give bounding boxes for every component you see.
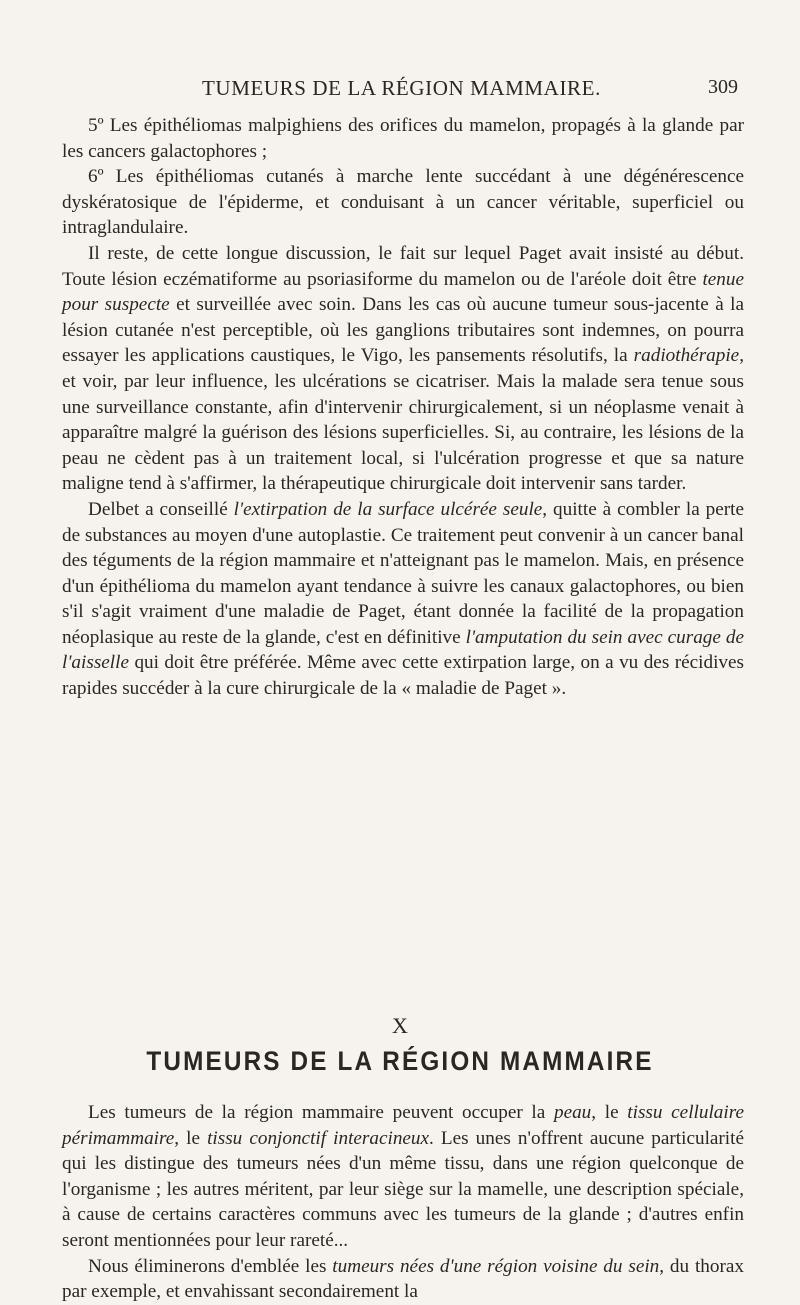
text-run: Delbet a conseillé — [88, 498, 234, 520]
paragraph — [62, 241, 744, 497]
text-run: . Les unes n'offrent aucune particularité qui les distingue des tumeurs nées d'un même tissu, dans une région quelconque de l'organisme ; les autres méritent, par leur siège sur la mamelle, une description spéciale, à cause de certains caractères communs avec les tumeurs de la glande ; d'autres enfin seront mentionnées pour leur rareté... — [62, 1127, 744, 1251]
italic-text: tenue pour suspecte — [62, 268, 744, 316]
page-number: 309 — [708, 76, 738, 98]
text-run: 5º Les épithéliomas malpighiens des orifices du mamelon, propagés à la glande par les cancers galactophores ; — [62, 115, 744, 162]
paragraph — [62, 497, 744, 702]
italic-text: tissu cellulaire périmammaire — [62, 1102, 744, 1149]
section-number: X — [392, 1013, 408, 1038]
text-run: Nous éliminerons d'emblée les — [88, 1255, 333, 1277]
italic-text: l'extirpation de la surface ulcérée seule — [233, 498, 543, 520]
text-run: qui doit être préférée. Même avec cette extirpation large, on a vu des récidives rapides succéder à la cure chirurgicale de la « maladie de Paget ». — [62, 652, 744, 700]
section-text — [62, 1100, 744, 1305]
running-title: TUMEURS DE LA RÉGION MAMMAIRE. — [202, 76, 601, 100]
paragraph — [62, 164, 744, 241]
page-header — [0, 76, 800, 106]
paragraph — [62, 113, 744, 164]
text-run: , quitte à combler la perte de substances au moyen d'une autoplastie. Ce traitement peut convenir à un cancer banal des téguments de la région mammaire et n'atteignant pas le mamelon. Mais, en présence d'un épithélioma du mamelon ayant tendance à suivre les canaux galactophores, ou bien s'il s'agit vraiment d'une maladie de Paget, étant donnée la facilité de la propagation néoplasique au reste de la glande, c'est en définitive — [62, 498, 744, 648]
text-run: , le — [591, 1102, 628, 1123]
italic-text: peau — [553, 1102, 592, 1123]
text-run: Il reste, de cette longue discussion, le fait sur lequel Paget avait insisté au début. Toute lésion eczématiforme au psoriasiforme du mamelon ou de l'aréole doit être — [62, 242, 744, 290]
text-run: , le — [174, 1127, 208, 1149]
paragraph — [62, 1254, 744, 1305]
italic-text: l'amputation du sein avec curage de l'aisselle — [62, 626, 744, 674]
text-run: 6º Les épithéliomas cutanés à marche lente succédant à une dégénérescence dyskératosique de l'épiderme, et conduisant à un cancer véritable, superficiel ou intraglandulaire. — [62, 166, 744, 239]
italic-text: radiothérapie — [633, 345, 740, 367]
text-run: Les tumeurs de la région mammaire peuvent occuper la — [88, 1102, 554, 1123]
body-text — [62, 113, 744, 702]
text-run: et surveillée avec soin. Dans les cas où aucune tumeur sous-jacente à la lésion cutanée n'est perceptible, où les ganglions tributaires sont indemnes, on pourra essayer les applications caustiques, le Vigo, les pansements résolutifs, la — [62, 294, 744, 367]
italic-text: tumeurs nées d'une région voisine du sein — [332, 1255, 660, 1277]
text-run: , et voir, par leur influence, les ulcérations se cicatriser. Mais la malade sera tenue sous une surveillance constante, afin d'intervenir chirurgicalement, si un néoplasme venait à apparaître malgré la guérison des lésions superficielles. Si, au contraire, les lésions de la peau ne cèdent pas à un traitement local, si l'ulcération progresse et que sa nature maligne tend à s'affirmer, la thérapeutique chirurgicale doit intervenir sans tarder. — [62, 345, 744, 495]
section-title: TUMEURS DE LA RÉGION MAMMAIRE — [146, 1046, 654, 1076]
text-run: , du thorax par exemple, et envahissant secondairement la — [62, 1255, 744, 1303]
paragraph — [62, 1100, 744, 1254]
italic-text: tissu conjonctif interacineux — [207, 1127, 430, 1149]
